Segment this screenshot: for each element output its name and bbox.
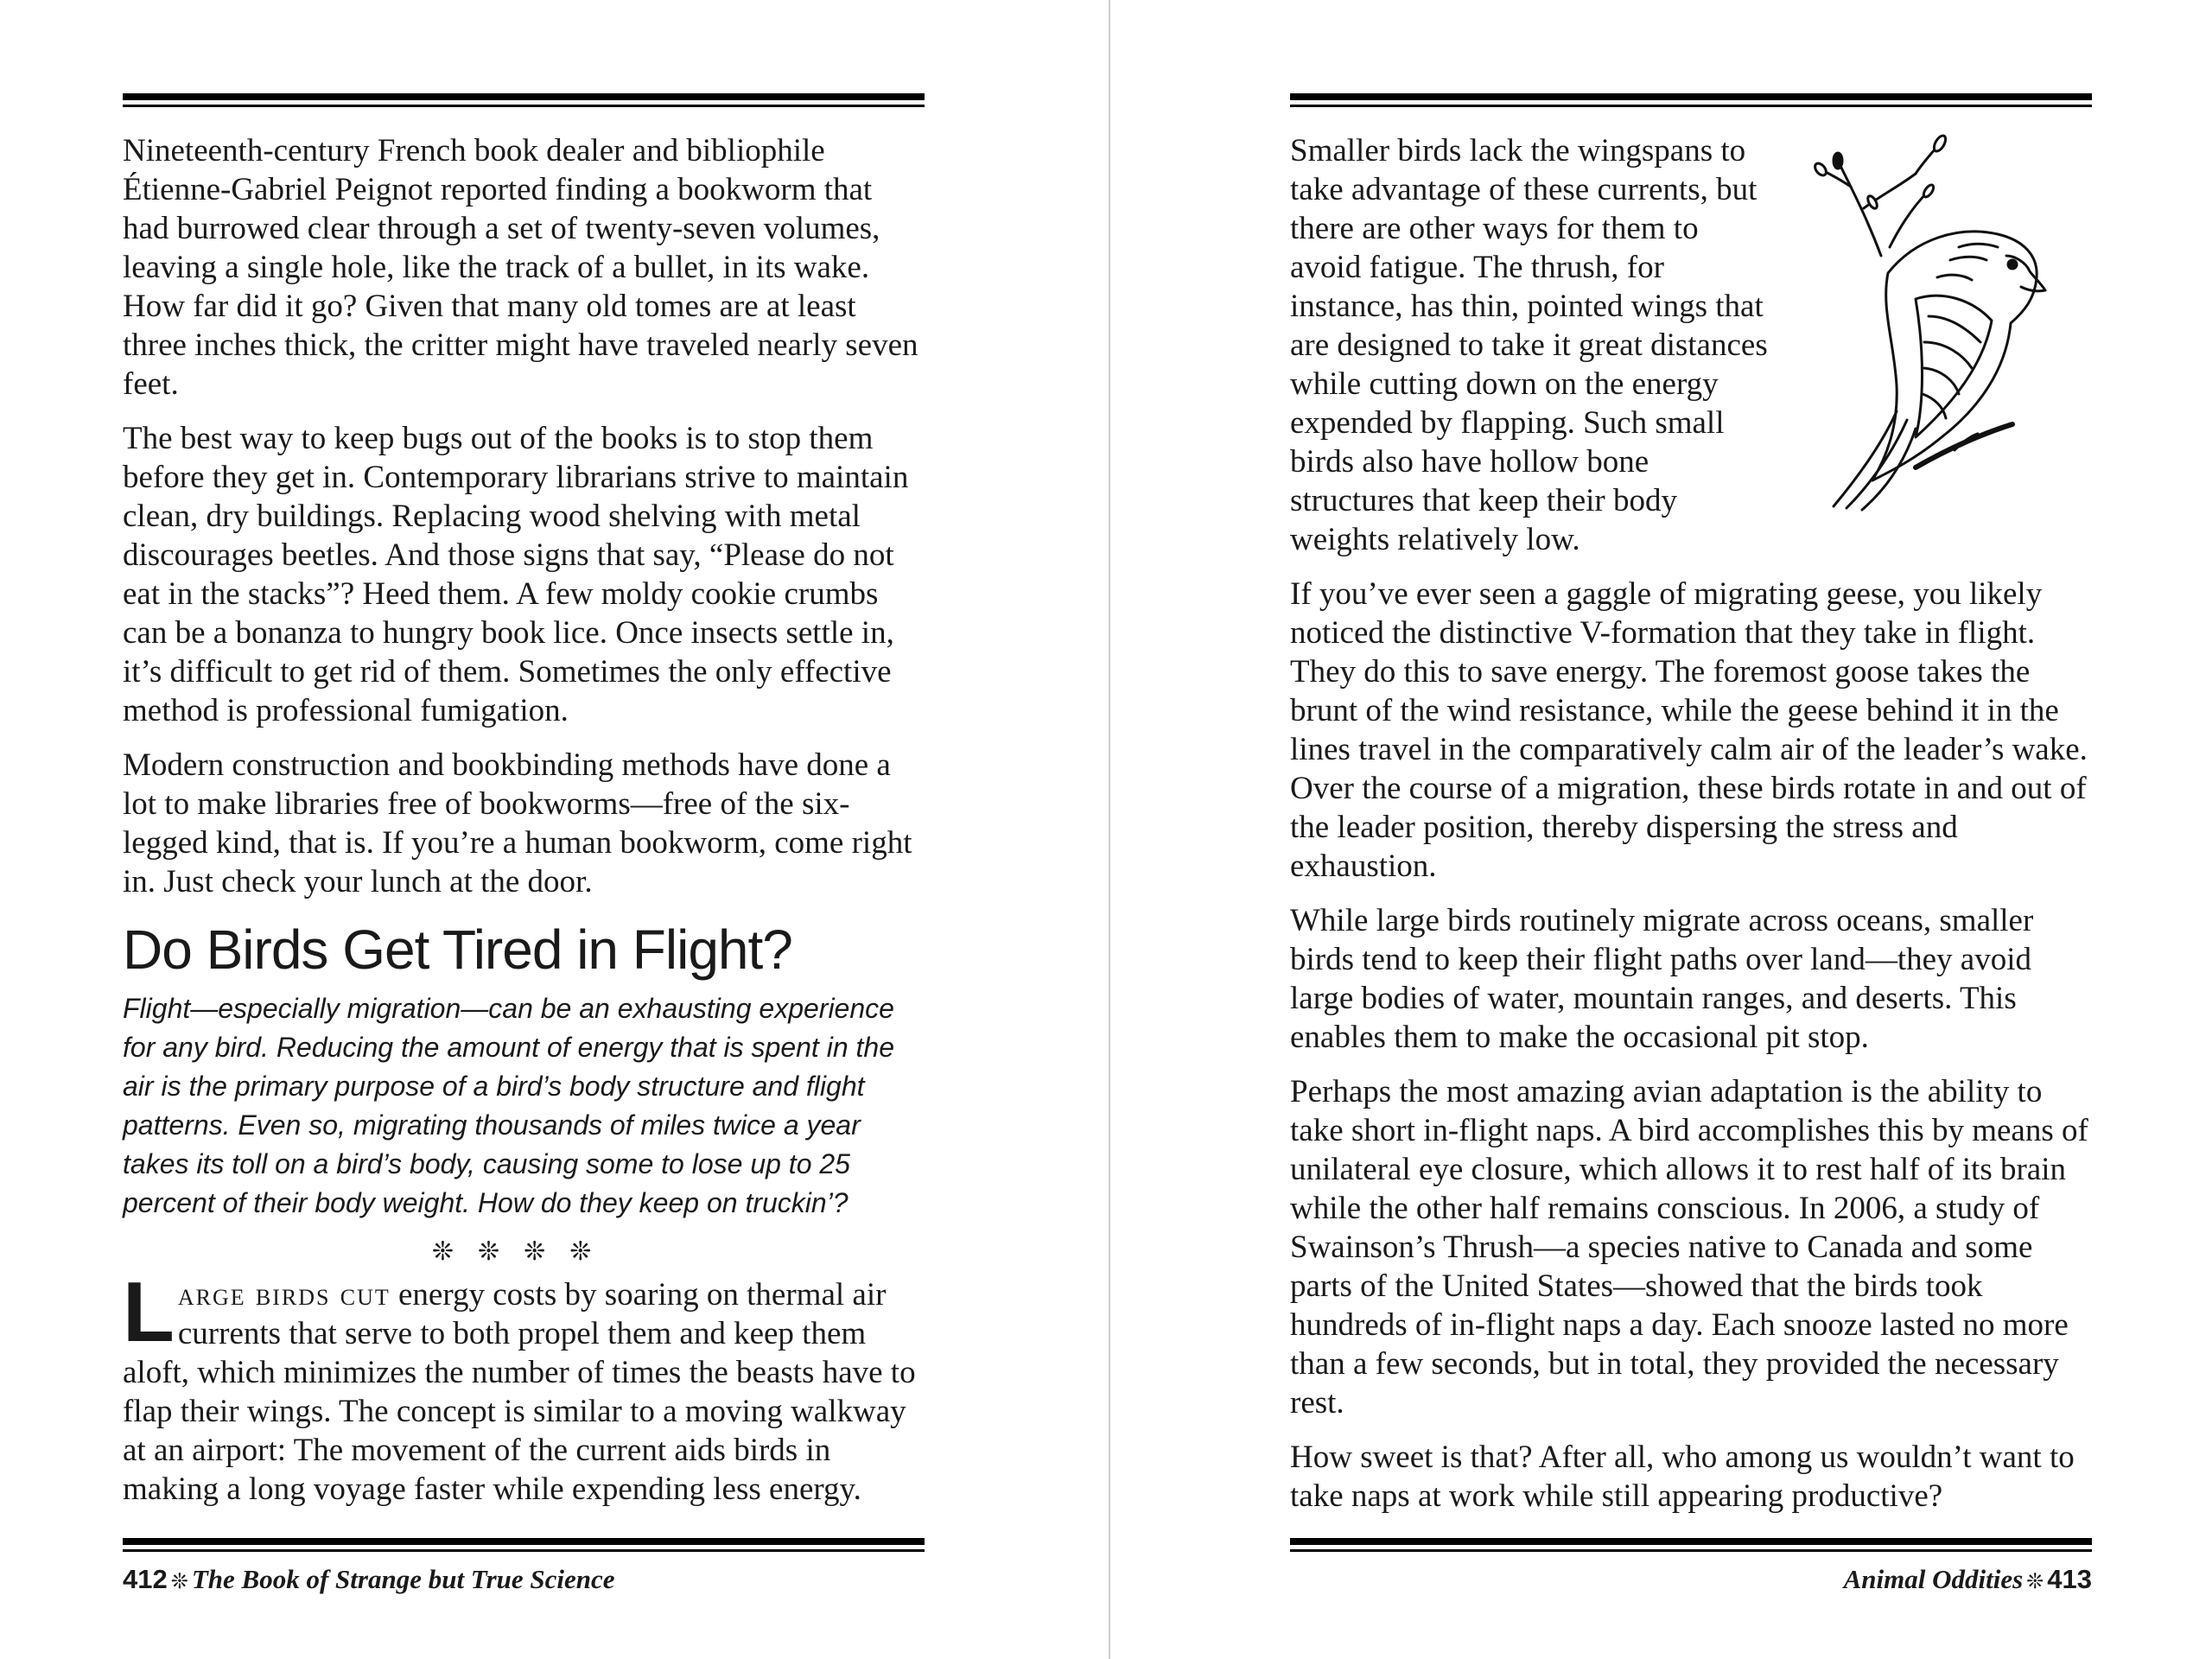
page-number: 413 bbox=[2047, 1564, 2092, 1594]
right-page bbox=[1290, 0, 2092, 1659]
drop-cap: L bbox=[123, 1264, 175, 1359]
page-number: 412 bbox=[123, 1564, 168, 1594]
section-heading: Do Birds Get Tired in Flight? bbox=[123, 918, 792, 981]
right-page-text bbox=[1290, 131, 2092, 1531]
left-page-text bbox=[123, 131, 925, 1524]
body-text: energy costs by soaring on thermal air currents that serve to both propel them and keep them aloft, which minimizes the number of times the beasts have to flap their wings. The concept is similar to a moving walkway at an airport: The movement of the current aids birds in making a long voyage faster while expending less energy. bbox=[123, 1277, 916, 1507]
section-title: Animal Oddities bbox=[1843, 1564, 2024, 1594]
top-rule bbox=[123, 93, 925, 107]
bird-illustration-icon bbox=[1786, 126, 2097, 512]
paragraph: While large birds routinely migrate across oceans, smaller birds tend to keep their flight paths over land—they avoid large bodies of water, mountain ranges, and deserts. This enables them to make the occasional pit stop. bbox=[1290, 903, 2034, 1055]
paragraph: Modern construction and bookbinding methods have done a lot to make libraries free of bookworms—free of the six-legged kind, that is. If you’re a human bookworm, come right in. Just check your lunch at the door. bbox=[123, 747, 912, 899]
page-footer bbox=[123, 1562, 925, 1599]
section-intro: Flight—especially migration—can be an exhausting experience for any bird. Reducing the amount of energy that is spent in the air is the primary purpose of a bird’s body structure and flight patterns. Even so, migrating thousands of miles twice a year takes its toll on a bird’s body, causing some to lose up to 25 percent of their body weight. How do they keep on truckin’? bbox=[123, 993, 894, 1218]
bottom-rule bbox=[1290, 1538, 2092, 1552]
body-paragraph bbox=[123, 1264, 925, 1509]
page-footer bbox=[1290, 1562, 2092, 1599]
book-title: The Book of Strange but True Science bbox=[191, 1564, 615, 1594]
paragraph: How sweet is that? After all, who among us wouldn’t want to take naps at work while still appearing productive? bbox=[1290, 1440, 2075, 1514]
bottom-rule bbox=[123, 1538, 925, 1552]
top-rule bbox=[1290, 93, 2092, 107]
paragraph: Smaller birds lack the wingspans to take advantage of these currents, but there are other ways for them to avoid fatigue. The thrush, for instance, has thin, pointed wings that are designed to take it great distances while cutting down on the energy expended by flapping. Such small birds also have hollow bone structures that keep their body weights relatively low. bbox=[1290, 133, 1768, 557]
ornament-icon: ❊ bbox=[170, 1569, 188, 1593]
ornament-divider: ❊❊❊❊ bbox=[431, 1236, 616, 1267]
left-page bbox=[123, 0, 925, 1659]
paragraph: The best way to keep bugs out of the books is to stop them before they get in. Contemporary librarians strive to maintain clean, dry buildings. Replacing wood shelving with metal discourages beetles. And those signs that say, “Please do not eat in the stacks”? Heed them. A few moldy cookie crumbs can be a bonanza to hungry book lice. Once insects settle in, it’s difficult to get rid of them. Sometimes the only effective method is professional fumigation. bbox=[123, 421, 909, 728]
paragraph: Nineteenth-century French book dealer and bibliophile Étienne-Gabriel Peignot reported finding a bookworm that had burrowed clear through a set of twenty-seven volumes, leaving a single hole, like the track of a bullet, in its wake. How far did it go? Given that many old tomes are at least three inches thick, the critter might have traveled nearly seven feet. bbox=[123, 133, 918, 402]
small-caps-lead: arge birds cut bbox=[177, 1277, 391, 1313]
book-gutter bbox=[1109, 0, 1110, 1659]
paragraph: If you’ve ever seen a gaggle of migrating geese, you likely noticed the distinctive V-formation that they take in flight. They do this to save energy. The foremost goose takes the brunt of the wind resistance, while the geese behind it in the lines travel in the comparatively calm air of the leader’s wake. Over the course of a migration, these birds rotate in and out of the leader position, thereby dispersing the stress and exhaustion. bbox=[1290, 576, 2088, 884]
paragraph: Perhaps the most amazing avian adaptation is the ability to take short in-flight naps. A bird accomplishes this by means of unilateral eye closure, which allows it to rest half of its brain while the other half remains conscious. In 2006, a study of Swainson’s Thrush—a species native to Canada and some parts of the United States—showed that the birds took hundreds of in-flight naps a day. Each snooze lasted no more than a few seconds, but in total, they provided the necessary rest. bbox=[1290, 1074, 2088, 1421]
ornament-icon: ❊ bbox=[2026, 1569, 2044, 1593]
